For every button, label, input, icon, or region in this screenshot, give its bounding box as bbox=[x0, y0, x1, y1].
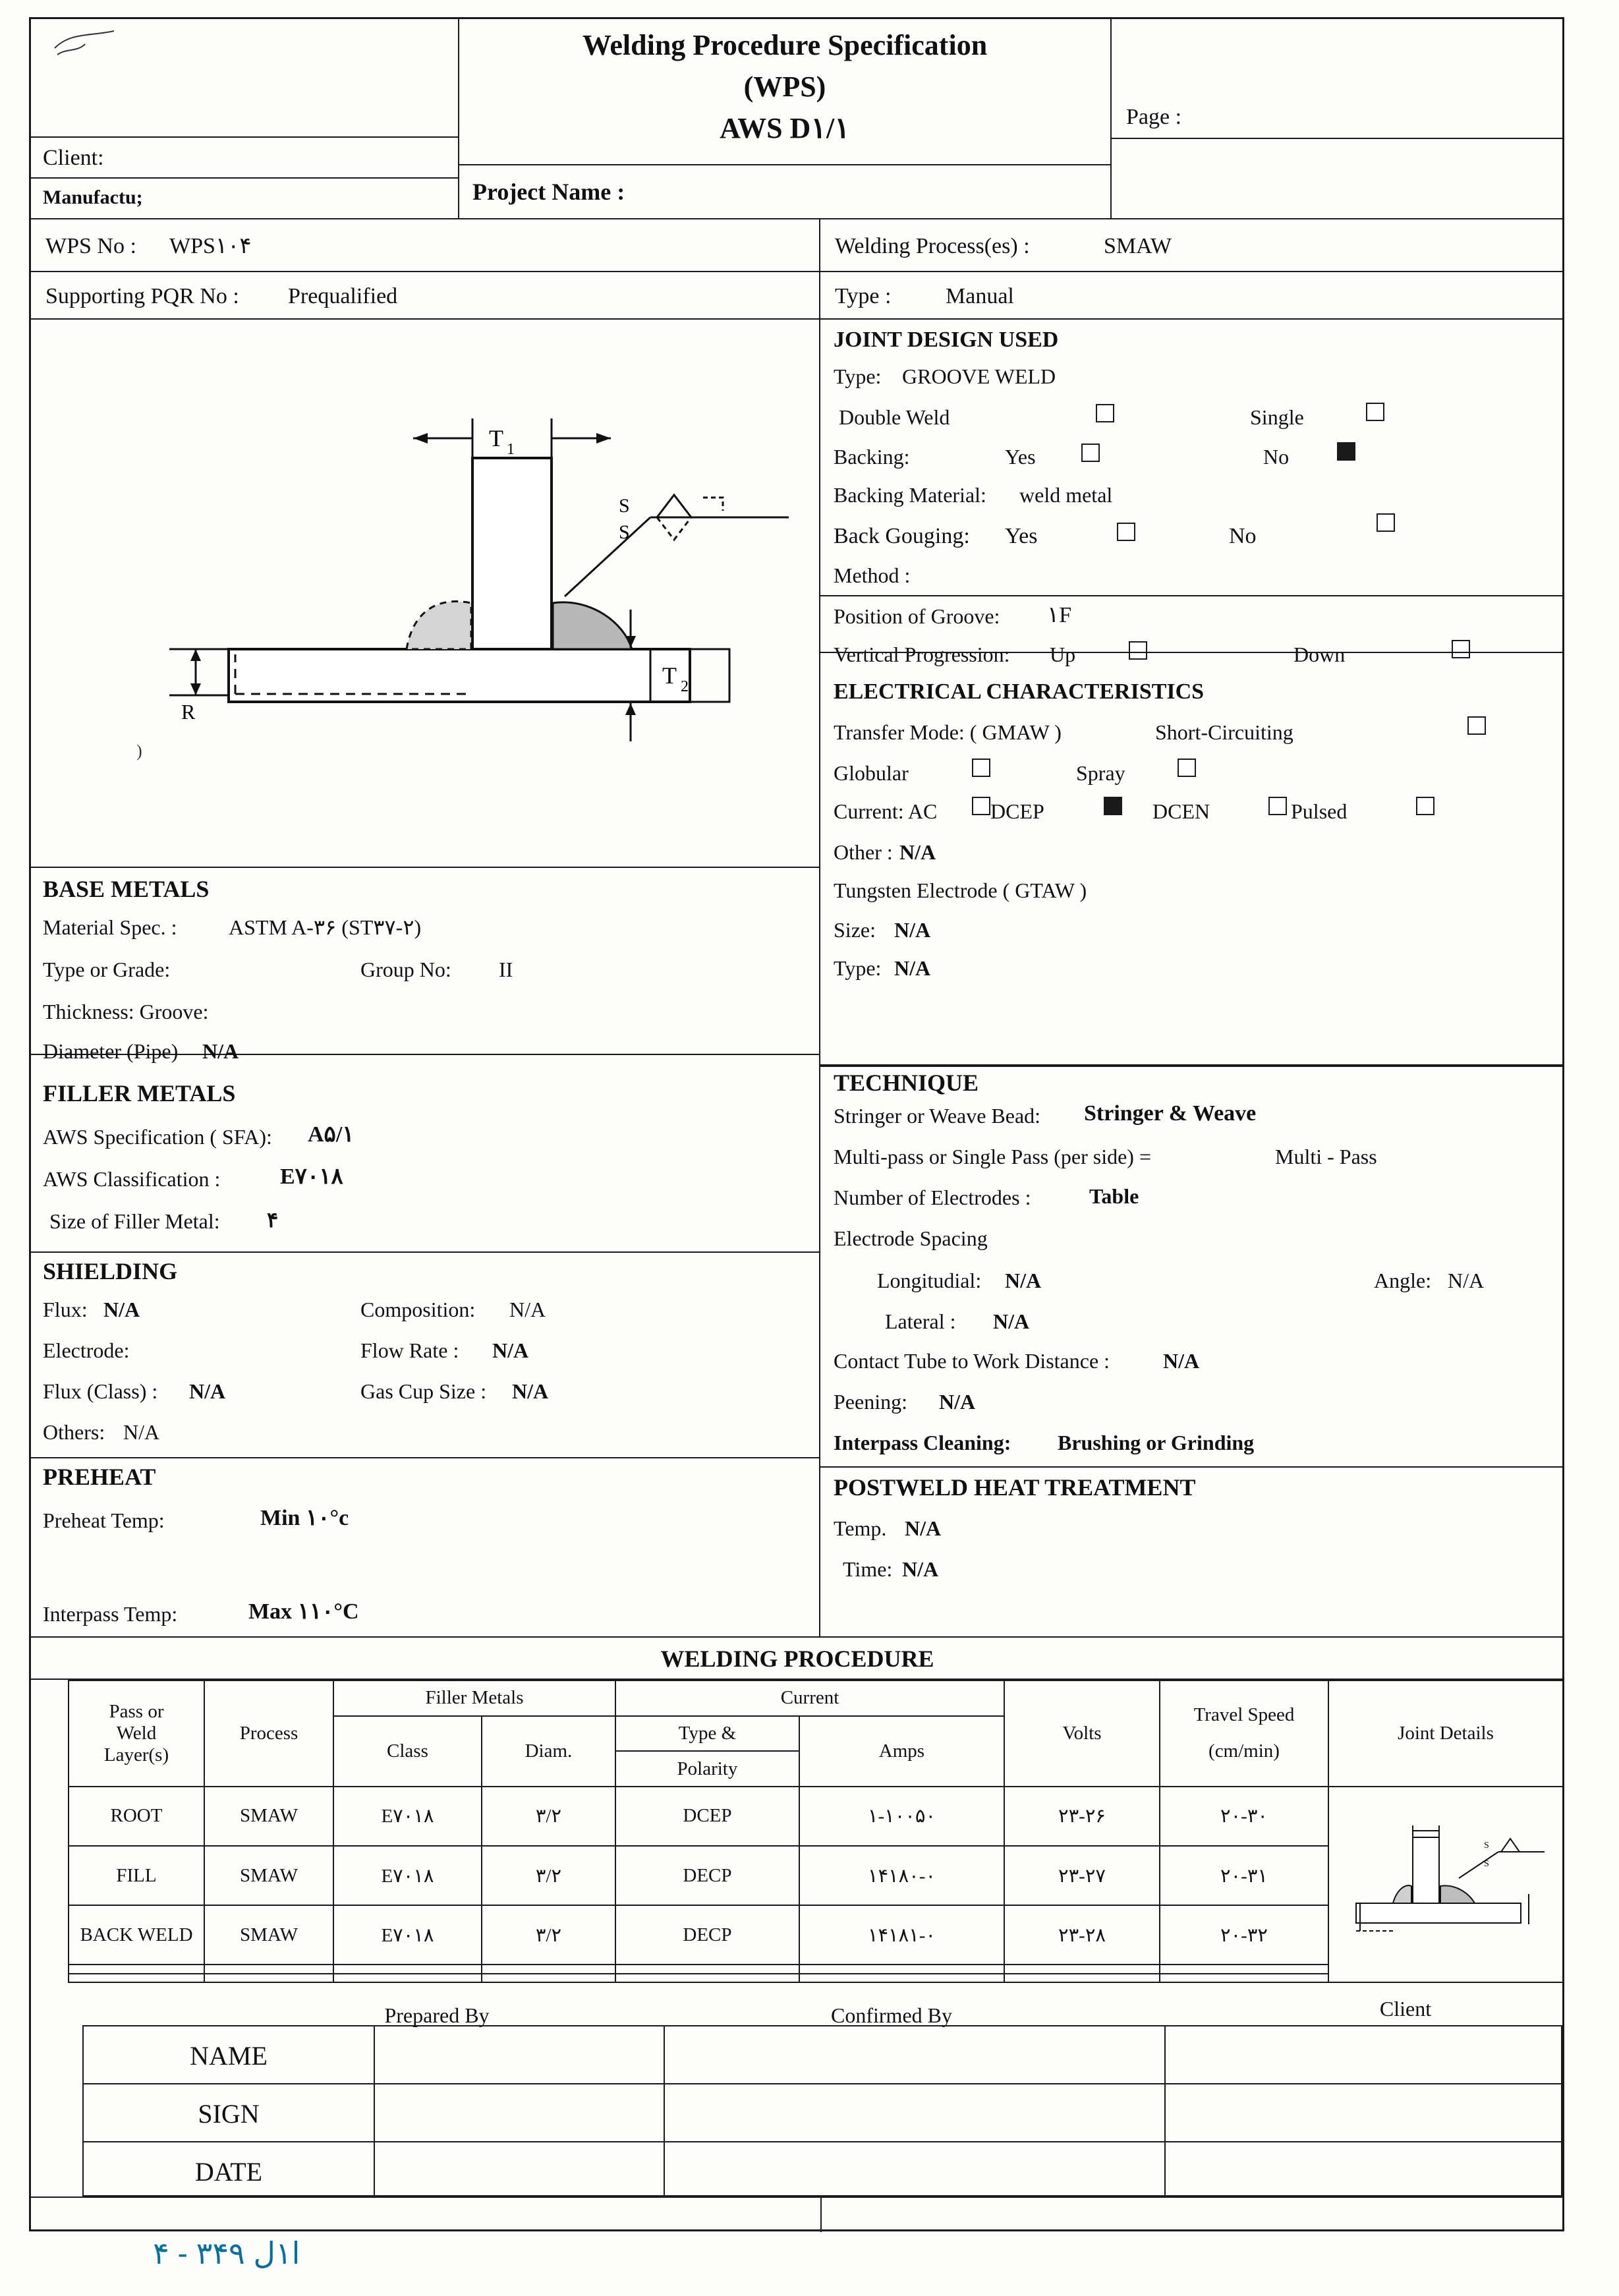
cell-amps[interactable]: ١٠٠-١۵٠ bbox=[799, 1787, 1004, 1846]
tungsten-type-value[interactable]: N/A bbox=[894, 956, 931, 980]
table-row[interactable] bbox=[69, 1787, 1563, 1846]
vertical-down-label: Down bbox=[1293, 643, 1346, 666]
joint-sketch-panel bbox=[31, 320, 820, 868]
back-gouging-label: Back Gouging: bbox=[834, 524, 970, 548]
preheat-panel bbox=[31, 1458, 820, 1638]
back-gouging-no-checkbox[interactable] bbox=[1377, 513, 1395, 532]
flow-rate-label: Flow Rate : bbox=[360, 1338, 459, 1362]
globular-label: Globular bbox=[834, 761, 909, 785]
pulsed-extra-checkbox[interactable] bbox=[1416, 797, 1434, 815]
short-circuiting-checkbox[interactable] bbox=[1467, 716, 1486, 735]
double-weld-label: Double Weld bbox=[839, 405, 950, 429]
cell-pass[interactable] bbox=[69, 1965, 204, 1973]
th-class: Class bbox=[333, 1716, 482, 1787]
cell-volts[interactable]: ۲۳-۲۷ bbox=[1004, 1846, 1160, 1905]
th-volts: Volts bbox=[1004, 1680, 1160, 1787]
svg-text:R: R bbox=[181, 700, 196, 724]
flux-class-label: Flux (Class) : bbox=[43, 1379, 158, 1403]
backing-yes-checkbox[interactable] bbox=[1081, 444, 1100, 462]
svg-text:1: 1 bbox=[507, 441, 515, 458]
tungsten-label: Tungsten Electrode ( GTAW ) bbox=[834, 878, 1087, 902]
manufacturer-label: Manufactu; bbox=[43, 187, 143, 208]
cell-pass[interactable] bbox=[69, 1974, 204, 1982]
client-label-bottom: Client bbox=[1379, 1997, 1432, 2021]
pwht-temp-value[interactable]: N/A bbox=[905, 1516, 942, 1540]
th-type-polarity-l1: Type & bbox=[615, 1716, 799, 1752]
other-label: Other : bbox=[834, 840, 893, 864]
vertical-up-label: Up bbox=[1050, 643, 1076, 666]
multipass-label: Multi-pass or Single Pass (per side) = bbox=[834, 1145, 1151, 1168]
welding-process-row[interactable] bbox=[820, 219, 1564, 272]
th-travel-speed-l1: Travel Speed bbox=[1193, 1704, 1295, 1726]
page-number-cell[interactable] bbox=[1112, 19, 1564, 139]
cell-diam[interactable] bbox=[482, 1974, 615, 1982]
pwht-title: POSTWELD HEAT TREATMENT bbox=[834, 1474, 1196, 1501]
wps-no-row[interactable] bbox=[31, 219, 820, 272]
dcen-checkbox[interactable] bbox=[1104, 797, 1122, 815]
cell-pass[interactable]: FILL bbox=[69, 1846, 204, 1905]
composition-value[interactable]: N/A bbox=[509, 1298, 546, 1321]
material-spec-label: Material Spec. : bbox=[43, 915, 177, 939]
cell-speed[interactable] bbox=[1160, 1974, 1328, 1982]
form-title-line1: Welding Procedure Specification bbox=[582, 29, 988, 61]
electrodes-label: Number of Electrodes : bbox=[834, 1186, 1031, 1209]
backing-label: Backing: bbox=[834, 445, 910, 469]
other-value[interactable]: N/A bbox=[899, 840, 936, 864]
th-pass-l3: Layer(s) bbox=[103, 1744, 169, 1765]
welding-procedure-title-bar bbox=[31, 1638, 1564, 1680]
th-joint-details: Joint Details bbox=[1328, 1680, 1563, 1787]
interpass-cleaning-label: Interpass Cleaning: bbox=[834, 1431, 1011, 1454]
sfa-value[interactable]: A۵/١ bbox=[308, 1122, 355, 1147]
svg-text:2: 2 bbox=[681, 678, 689, 695]
peening-value[interactable]: N/A bbox=[939, 1390, 976, 1414]
client-row[interactable] bbox=[31, 138, 459, 179]
preheat-temp-value[interactable]: Min ١٠°c bbox=[260, 1506, 349, 1530]
cell-process[interactable] bbox=[204, 1965, 333, 1973]
electrical-title: ELECTRICAL CHARACTERISTICS bbox=[834, 679, 1205, 704]
cell-process[interactable]: SMAW bbox=[204, 1905, 333, 1965]
electrodes-value[interactable]: Table bbox=[1089, 1184, 1139, 1208]
longitudinal-label: Longitudial: bbox=[877, 1269, 982, 1292]
wps-form-frame bbox=[29, 17, 1564, 2231]
base-metals-panel bbox=[31, 868, 820, 1063]
cell-class[interactable]: E۷٠١٨ bbox=[333, 1846, 482, 1905]
position-groove-value[interactable]: ١F bbox=[1047, 603, 1072, 627]
globular-checkbox[interactable] bbox=[972, 759, 990, 777]
cell-speed[interactable]: ۲٠-۳۲ bbox=[1160, 1905, 1328, 1965]
backing-material-value[interactable]: weld metal bbox=[1019, 483, 1113, 507]
svg-text:S: S bbox=[1484, 1859, 1489, 1870]
peening-label: Peening: bbox=[834, 1390, 907, 1414]
pqr-row[interactable] bbox=[31, 272, 820, 320]
cell-polarity[interactable]: DCEP bbox=[615, 1787, 799, 1846]
back-gouging-yes-checkbox[interactable] bbox=[1117, 523, 1135, 541]
cell-speed[interactable]: ۲٠-۳٠ bbox=[1160, 1787, 1328, 1846]
classification-label: AWS Classification : bbox=[43, 1167, 221, 1191]
cell-polarity[interactable]: DECP bbox=[615, 1846, 799, 1905]
cell-amps[interactable]: ١۴٠-١٨١ bbox=[799, 1905, 1004, 1965]
signature-row-sign: SIGN bbox=[198, 2099, 260, 2129]
dcen-label: DCEN bbox=[1152, 799, 1210, 823]
electrode-label: Electrode: bbox=[43, 1338, 130, 1362]
filler-size-value[interactable]: ۴ bbox=[267, 1208, 279, 1232]
pqr-value[interactable]: Prequalified bbox=[288, 284, 398, 308]
method-label: Method : bbox=[834, 563, 911, 587]
th-diam: Diam. bbox=[482, 1716, 615, 1787]
bottom-strip bbox=[31, 2196, 1564, 2231]
cell-volts[interactable] bbox=[1004, 1965, 1160, 1973]
technique-title: TECHNIQUE bbox=[834, 1070, 979, 1096]
prepared-by-label: Prepared By bbox=[384, 2003, 490, 2027]
form-title bbox=[459, 19, 1112, 165]
cell-class[interactable]: E۷٠١٨ bbox=[333, 1787, 482, 1846]
signature-row-date: DATE bbox=[194, 2157, 263, 2187]
type-value[interactable]: Manual bbox=[946, 284, 1014, 308]
header-logo-cell bbox=[31, 19, 459, 138]
vertical-up-checkbox[interactable] bbox=[1129, 641, 1147, 660]
type-row[interactable] bbox=[820, 272, 1564, 320]
joint-type-label: Type: bbox=[834, 364, 882, 388]
cell-class[interactable] bbox=[333, 1965, 482, 1973]
pulsed-checkbox[interactable] bbox=[1268, 797, 1287, 815]
technique-panel bbox=[820, 1066, 1564, 1468]
material-spec-value[interactable]: ASTM A-۳۶ (ST۳۷-۲) bbox=[229, 915, 422, 939]
welding-process-value[interactable]: SMAW bbox=[1104, 234, 1172, 258]
client-label: Client: bbox=[43, 146, 104, 170]
type-grade-label: Type or Grade: bbox=[43, 958, 171, 981]
preheat-title: PREHEAT bbox=[43, 1464, 156, 1490]
svg-text:S: S bbox=[619, 521, 630, 543]
tungsten-size-value[interactable]: N/A bbox=[894, 918, 931, 942]
signature-prepared-cell[interactable] bbox=[375, 2026, 662, 2198]
backing-no-checkbox[interactable] bbox=[1337, 442, 1355, 461]
signature-row-name: NAME bbox=[190, 2041, 268, 2071]
cell-process[interactable]: SMAW bbox=[204, 1846, 333, 1905]
angle-value[interactable]: N/A bbox=[1448, 1269, 1485, 1292]
project-label: Project Name : bbox=[472, 179, 625, 205]
svg-text:T: T bbox=[662, 662, 677, 689]
cell-amps[interactable]: ١۴٠-١٨٠ bbox=[799, 1846, 1004, 1905]
backing-yes-label: Yes bbox=[1005, 445, 1036, 469]
back-gouging-yes-label: Yes bbox=[1005, 524, 1038, 548]
contact-tube-label: Contact Tube to Work Distance : bbox=[834, 1349, 1110, 1373]
electrode-spacing-label: Electrode Spacing bbox=[834, 1226, 988, 1250]
welding-procedure-table bbox=[68, 1680, 1564, 1983]
spray-checkbox[interactable] bbox=[1178, 759, 1196, 777]
handwritten-note: ا١ل ۳۴۹ - ۴ bbox=[153, 2236, 300, 2270]
diameter-label: Diameter (Pipe) bbox=[43, 1039, 179, 1063]
single-weld-label: Single bbox=[1250, 405, 1304, 429]
cell-diam[interactable]: ۳/۲ bbox=[482, 1787, 615, 1846]
pwht-temp-label: Temp. bbox=[834, 1516, 887, 1540]
current-label: Current: AC bbox=[834, 799, 938, 823]
preheat-temp-label: Preheat Temp: bbox=[43, 1508, 165, 1532]
type-label: Type : bbox=[835, 284, 892, 308]
short-circuiting-label: Short-Circuiting bbox=[1155, 720, 1293, 744]
th-filler-metals: Filler Metals bbox=[333, 1680, 615, 1716]
cell-class[interactable] bbox=[333, 1974, 482, 1982]
backing-no-label: No bbox=[1263, 445, 1290, 469]
svg-text:T: T bbox=[489, 425, 503, 451]
cell-amps[interactable] bbox=[799, 1965, 1004, 1973]
diameter-value[interactable]: N/A bbox=[202, 1039, 239, 1063]
shielding-panel bbox=[31, 1253, 820, 1458]
wps-no-value[interactable]: WPS١٠۴ bbox=[169, 234, 252, 258]
th-process: Process bbox=[204, 1680, 333, 1787]
flux-label: Flux: bbox=[43, 1298, 88, 1321]
flux-class-value[interactable]: N/A bbox=[189, 1379, 226, 1403]
tungsten-type-label: Type: bbox=[834, 956, 882, 980]
composition-label: Composition: bbox=[360, 1298, 476, 1321]
dcep-checkbox[interactable] bbox=[972, 797, 990, 815]
classification-value[interactable]: E۷٠١٨ bbox=[280, 1164, 343, 1189]
th-travel-speed-l2: (cm/min) bbox=[1208, 1740, 1280, 1762]
cell-volts[interactable]: ۲۳-۲۶ bbox=[1004, 1787, 1160, 1846]
table-header-row-1 bbox=[69, 1680, 1563, 1716]
cell-polarity[interactable]: DECP bbox=[615, 1905, 799, 1965]
sfa-label: AWS Specification ( SFA): bbox=[43, 1125, 272, 1149]
scribble-mark-icon bbox=[51, 28, 130, 68]
divider-position bbox=[820, 652, 1564, 653]
cell-diam[interactable]: ۳/۲ bbox=[482, 1846, 615, 1905]
header-right-blank bbox=[1112, 139, 1564, 219]
signature-client-cell[interactable] bbox=[1166, 2026, 1562, 2198]
signature-table bbox=[82, 2025, 1562, 2196]
contact-tube-value[interactable]: N/A bbox=[1163, 1349, 1200, 1373]
electrical-panel bbox=[820, 596, 1564, 1066]
flow-rate-value[interactable]: N/A bbox=[492, 1338, 529, 1362]
cell-polarity[interactable] bbox=[615, 1974, 799, 1982]
filler-size-label: Size of Filler Metal: bbox=[49, 1209, 220, 1233]
flux-value[interactable]: N/A bbox=[103, 1298, 140, 1321]
welding-procedure-title: WELDING PROCEDURE bbox=[660, 1646, 934, 1672]
pulsed-label: Pulsed bbox=[1291, 799, 1348, 823]
angle-label: Angle: bbox=[1374, 1269, 1432, 1292]
transfer-mode-label: Transfer Mode: ( GMAW ) bbox=[834, 720, 1062, 744]
interpass-temp-value[interactable]: Max ١١٠°C bbox=[248, 1599, 359, 1624]
pwht-time-label: Time: bbox=[843, 1557, 893, 1581]
welding-procedure-table-wrap bbox=[68, 1680, 1564, 1983]
cell-speed[interactable] bbox=[1160, 1965, 1328, 1973]
sketch-tick-mark: ) bbox=[136, 741, 142, 761]
cell-amps[interactable] bbox=[799, 1974, 1004, 1982]
filler-metals-panel bbox=[31, 1055, 820, 1253]
base-metals-title: BASE METALS bbox=[43, 876, 210, 902]
tungsten-size-label: Size: bbox=[834, 918, 876, 942]
stringer-value[interactable]: Stringer & Weave bbox=[1084, 1101, 1257, 1126]
project-row[interactable] bbox=[459, 165, 1112, 219]
joint-design-sketch bbox=[130, 386, 789, 794]
cell-process[interactable]: SMAW bbox=[204, 1787, 333, 1846]
svg-text:S: S bbox=[1484, 1841, 1489, 1851]
lateral-value[interactable]: N/A bbox=[993, 1309, 1030, 1333]
th-pass-l2: Weld bbox=[116, 1722, 157, 1744]
th-type-polarity-l2: Polarity bbox=[615, 1751, 799, 1787]
th-travel-speed bbox=[1160, 1680, 1328, 1787]
form-title-line3: AWS D١/١ bbox=[720, 112, 850, 144]
joint-design-panel bbox=[820, 320, 1564, 596]
th-current: Current bbox=[615, 1680, 1004, 1716]
pwht-time-value[interactable]: N/A bbox=[902, 1557, 939, 1581]
joint-type-value[interactable]: GROOVE WELD bbox=[902, 364, 1056, 388]
cell-class[interactable]: E۷٠١٨ bbox=[333, 1905, 482, 1965]
cell-pass[interactable]: BACK WELD bbox=[69, 1905, 204, 1965]
cell-pass[interactable]: ROOT bbox=[69, 1787, 204, 1846]
stringer-label: Stringer or Weave Bead: bbox=[834, 1104, 1041, 1128]
manufacturer-row[interactable] bbox=[31, 179, 459, 219]
cell-joint-details-sketch bbox=[1328, 1787, 1563, 1982]
wps-no-label: WPS No : bbox=[45, 234, 136, 258]
svg-text:S: S bbox=[619, 495, 630, 517]
cell-volts[interactable] bbox=[1004, 1974, 1160, 1982]
others-label: Others: bbox=[43, 1420, 105, 1444]
joint-design-title: JOINT DESIGN USED bbox=[834, 328, 1059, 352]
form-title-line2: (WPS) bbox=[743, 71, 826, 103]
cell-process[interactable] bbox=[204, 1974, 333, 1982]
longitudinal-value[interactable]: N/A bbox=[1005, 1269, 1042, 1292]
group-no-label: Group No: bbox=[360, 958, 451, 981]
shielding-title: SHIELDING bbox=[43, 1258, 178, 1284]
th-amps: Amps bbox=[799, 1716, 1004, 1787]
welding-process-label: Welding Process(es) : bbox=[835, 234, 1030, 258]
single-weld-checkbox[interactable] bbox=[1366, 403, 1384, 421]
cell-polarity[interactable] bbox=[615, 1965, 799, 1973]
backing-material-label: Backing Material: bbox=[834, 483, 986, 507]
dcep-label: DCEP bbox=[990, 799, 1044, 823]
back-gouging-no-label: No bbox=[1229, 524, 1257, 548]
cell-volts[interactable]: ۲۳-۲٨ bbox=[1004, 1905, 1160, 1965]
confirmed-by-label: Confirmed By bbox=[831, 2003, 952, 2027]
group-no-value[interactable]: II bbox=[499, 958, 513, 981]
th-pass bbox=[69, 1680, 204, 1787]
thickness-label: Thickness: Groove: bbox=[43, 1000, 209, 1023]
pqr-label: Supporting PQR No : bbox=[45, 284, 239, 308]
filler-metals-title: FILLER METALS bbox=[43, 1080, 236, 1106]
vertical-progression-label: Vertical Progression: bbox=[834, 643, 1010, 666]
page-label: Page : bbox=[1126, 105, 1182, 129]
cell-diam[interactable] bbox=[482, 1965, 615, 1973]
cell-diam[interactable]: ۳/۲ bbox=[482, 1905, 615, 1965]
signature-confirmed-cell[interactable] bbox=[665, 2026, 1163, 2198]
cell-speed[interactable]: ۲٠-۳١ bbox=[1160, 1846, 1328, 1905]
position-groove-label: Position of Groove: bbox=[834, 604, 1000, 628]
lateral-label: Lateral : bbox=[885, 1309, 956, 1333]
others-value[interactable]: N/A bbox=[123, 1420, 160, 1444]
gas-cup-value[interactable]: N/A bbox=[512, 1379, 549, 1403]
spray-label: Spray bbox=[1076, 761, 1125, 785]
joint-details-sketch bbox=[1340, 1815, 1551, 1953]
multipass-value[interactable]: Multi - Pass bbox=[1275, 1145, 1377, 1168]
pwht-panel bbox=[820, 1468, 1564, 1638]
gas-cup-label: Gas Cup Size : bbox=[360, 1379, 487, 1403]
vertical-down-checkbox[interactable] bbox=[1452, 640, 1470, 658]
interpass-temp-label: Interpass Temp: bbox=[43, 1602, 178, 1626]
interpass-cleaning-value[interactable]: Brushing or Grinding bbox=[1058, 1431, 1255, 1454]
double-weld-checkbox[interactable] bbox=[1096, 404, 1114, 422]
th-pass-l1: Pass or bbox=[109, 1700, 164, 1722]
